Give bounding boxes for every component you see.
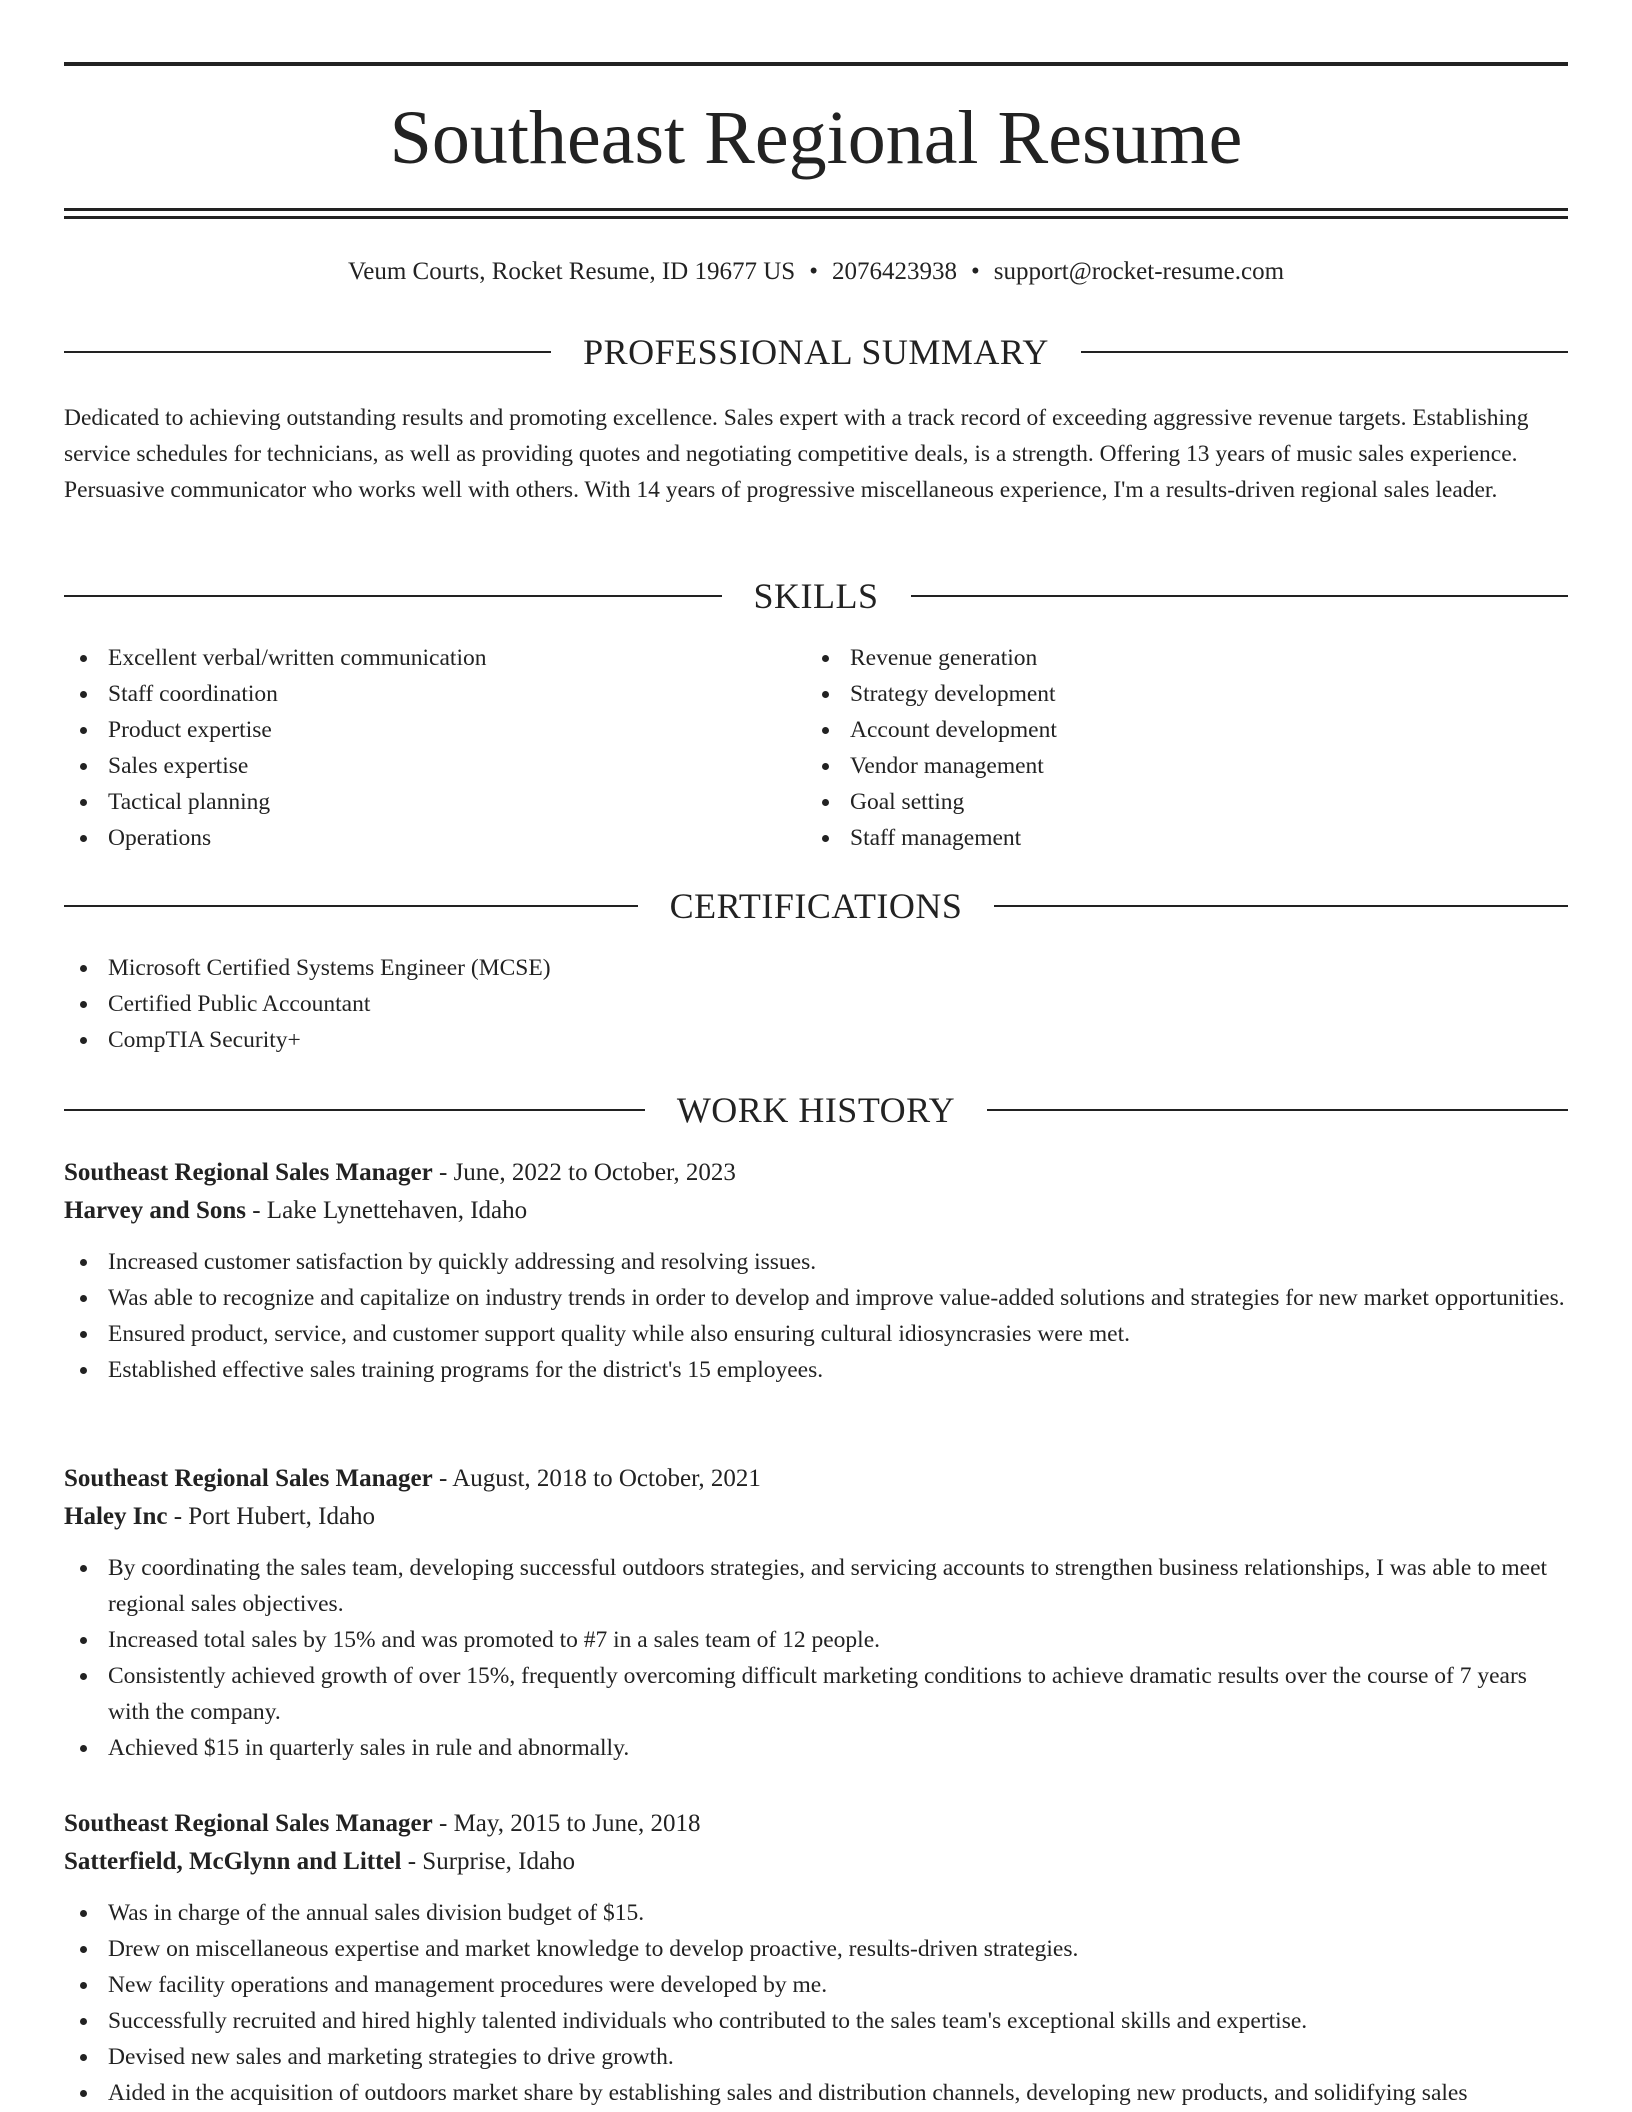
job-bullet: Ensured product, service, and customer support quality while also ensuring cultural idiosyncrasies were met. xyxy=(64,1316,1568,1352)
job-bullets xyxy=(64,1550,1568,1766)
contact-line xyxy=(64,252,1568,292)
job-bullet: Drew on miscellaneous expertise and market knowledge to develop proactive, results-driven strategies. xyxy=(64,1931,1568,1967)
contact-address: Veum Courts, Rocket Resume, ID 19677 US xyxy=(347,258,796,285)
skill-item: Excellent verbal/written communication xyxy=(64,640,764,676)
skills-list-right xyxy=(806,640,1506,856)
job-title: Southeast Regional Sales Manager xyxy=(64,1465,433,1492)
job-dates: - June, 2022 to October, 2023 xyxy=(432,1159,736,1186)
title-double-rule-lower xyxy=(64,216,1568,219)
skill-item: Staff coordination xyxy=(64,676,764,712)
skills-heading: SKILLS xyxy=(753,576,879,616)
skill-item: Goal setting xyxy=(806,784,1506,820)
section-rule xyxy=(987,1109,1568,1111)
job-bullet: Was in charge of the annual sales division budget of $15. xyxy=(64,1895,1568,1931)
skills-section-header xyxy=(64,572,1568,620)
section-rule xyxy=(64,1109,645,1111)
job-title-line xyxy=(64,1805,1568,1843)
section-rule xyxy=(64,351,551,353)
job-bullet: Achieved $15 in quarterly sales in rule and abnormally. xyxy=(64,1730,1568,1766)
job-bullets xyxy=(64,1244,1568,1388)
job-bullet: Consistently achieved growth of over 15%, frequently overcoming difficult marketing conditions to achieve dramatic results over the course of 7 years with the company. xyxy=(64,1658,1568,1730)
job-company-line xyxy=(64,1843,1568,1881)
title-double-rule-upper xyxy=(64,208,1568,211)
job-entry xyxy=(64,1805,1568,2111)
job-bullets xyxy=(64,1895,1568,2111)
job-bullet: Devised new sales and marketing strategies to drive growth. xyxy=(64,2039,1568,2075)
work-history-section-header xyxy=(64,1086,1568,1134)
certifications-list xyxy=(64,950,1568,1058)
skills-list-left xyxy=(64,640,764,856)
certification-item: Certified Public Accountant xyxy=(64,986,1568,1022)
summary-text: Dedicated to achieving outstanding results and promoting excellence. Sales expert with a track record of exceeding aggressive revenue targets. Establishing service schedules for technicians, as well as providing quotes and negotiating competitive deals, is a strength. Offering 13 years of music sales experience. Persuasive communicator who works well with others. With 14 years of progressive miscellaneous experience, I'm a results-driven regional sales leader. xyxy=(64,405,1529,503)
job-bullet: New facility operations and management procedures were developed by me. xyxy=(64,1967,1568,2003)
certifications-heading: CERTIFICATIONS xyxy=(669,886,963,926)
section-rule xyxy=(64,595,722,597)
job-location: - Surprise, Idaho xyxy=(401,1848,576,1875)
job-bullet: By coordinating the sales team, developing successful outdoors strategies, and servicing accounts to strengthen business relationships, I was able to meet regional sales objectives. xyxy=(64,1550,1568,1622)
skill-item: Staff management xyxy=(806,820,1506,856)
job-company-line xyxy=(64,1498,1568,1536)
section-rule xyxy=(911,595,1569,597)
certification-item: Microsoft Certified Systems Engineer (MCSE) xyxy=(64,950,1568,986)
job-company-line xyxy=(64,1192,1568,1230)
resume-title: Southeast Regional Resume xyxy=(389,96,1243,180)
contact-phone: 2076423938 xyxy=(831,258,957,285)
skill-item: Sales expertise xyxy=(64,748,764,784)
summary-section-header xyxy=(64,328,1568,376)
job-entry xyxy=(64,1460,1568,1766)
contact-separator: • xyxy=(970,258,980,285)
job-bullet: Increased customer satisfaction by quickly addressing and resolving issues. xyxy=(64,1244,1568,1280)
skill-item: Product expertise xyxy=(64,712,764,748)
skill-item: Strategy development xyxy=(806,676,1506,712)
job-title: Southeast Regional Sales Manager xyxy=(64,1810,433,1837)
job-dates: - May, 2015 to June, 2018 xyxy=(432,1810,701,1837)
summary-heading: PROFESSIONAL SUMMARY xyxy=(583,332,1049,372)
work-history-heading: WORK HISTORY xyxy=(676,1090,956,1130)
job-location: - Lake Lynettehaven, Idaho xyxy=(245,1197,528,1224)
job-company: Satterfield, McGlynn and Littel xyxy=(64,1848,402,1875)
top-rule xyxy=(64,62,1568,66)
job-bullet: Was able to recognize and capitalize on industry trends in order to develop and improve value-added solutions and strategies for new market opportunities. xyxy=(64,1280,1568,1316)
section-rule xyxy=(64,905,638,907)
job-bullet: Increased total sales by 15% and was promoted to #7 in a sales team of 12 people. xyxy=(64,1622,1568,1658)
job-company: Harvey and Sons xyxy=(64,1197,246,1224)
job-location: - Port Hubert, Idaho xyxy=(167,1503,376,1530)
job-company: Haley Inc xyxy=(64,1503,168,1530)
job-bullet: Established effective sales training programs for the district's 15 employees. xyxy=(64,1352,1568,1388)
skill-item: Revenue generation xyxy=(806,640,1506,676)
section-rule xyxy=(1081,351,1568,353)
contact-separator: • xyxy=(809,258,818,285)
skill-item: Account development xyxy=(806,712,1506,748)
skill-item: Operations xyxy=(64,820,764,856)
skill-item: Tactical planning xyxy=(64,784,764,820)
job-bullet: Aided in the acquisition of outdoors market share by establishing sales and distribution channels, developing new products, and solidifying sales xyxy=(64,2075,1568,2111)
section-rule xyxy=(994,905,1568,907)
skill-item: Vendor management xyxy=(806,748,1506,784)
job-dates: - August, 2018 to October, 2021 xyxy=(432,1465,761,1492)
job-title: Southeast Regional Sales Manager xyxy=(64,1159,433,1186)
job-entry xyxy=(64,1154,1568,1388)
job-title-line xyxy=(64,1154,1568,1192)
job-title-line xyxy=(64,1460,1568,1498)
contact-email: support@rocket-resume.com xyxy=(993,258,1285,285)
job-bullet: Successfully recruited and hired highly talented individuals who contributed to the sales team's exceptional skills and expertise. xyxy=(64,2003,1568,2039)
certifications-section-header xyxy=(64,882,1568,930)
certification-item: CompTIA Security+ xyxy=(64,1022,1568,1058)
